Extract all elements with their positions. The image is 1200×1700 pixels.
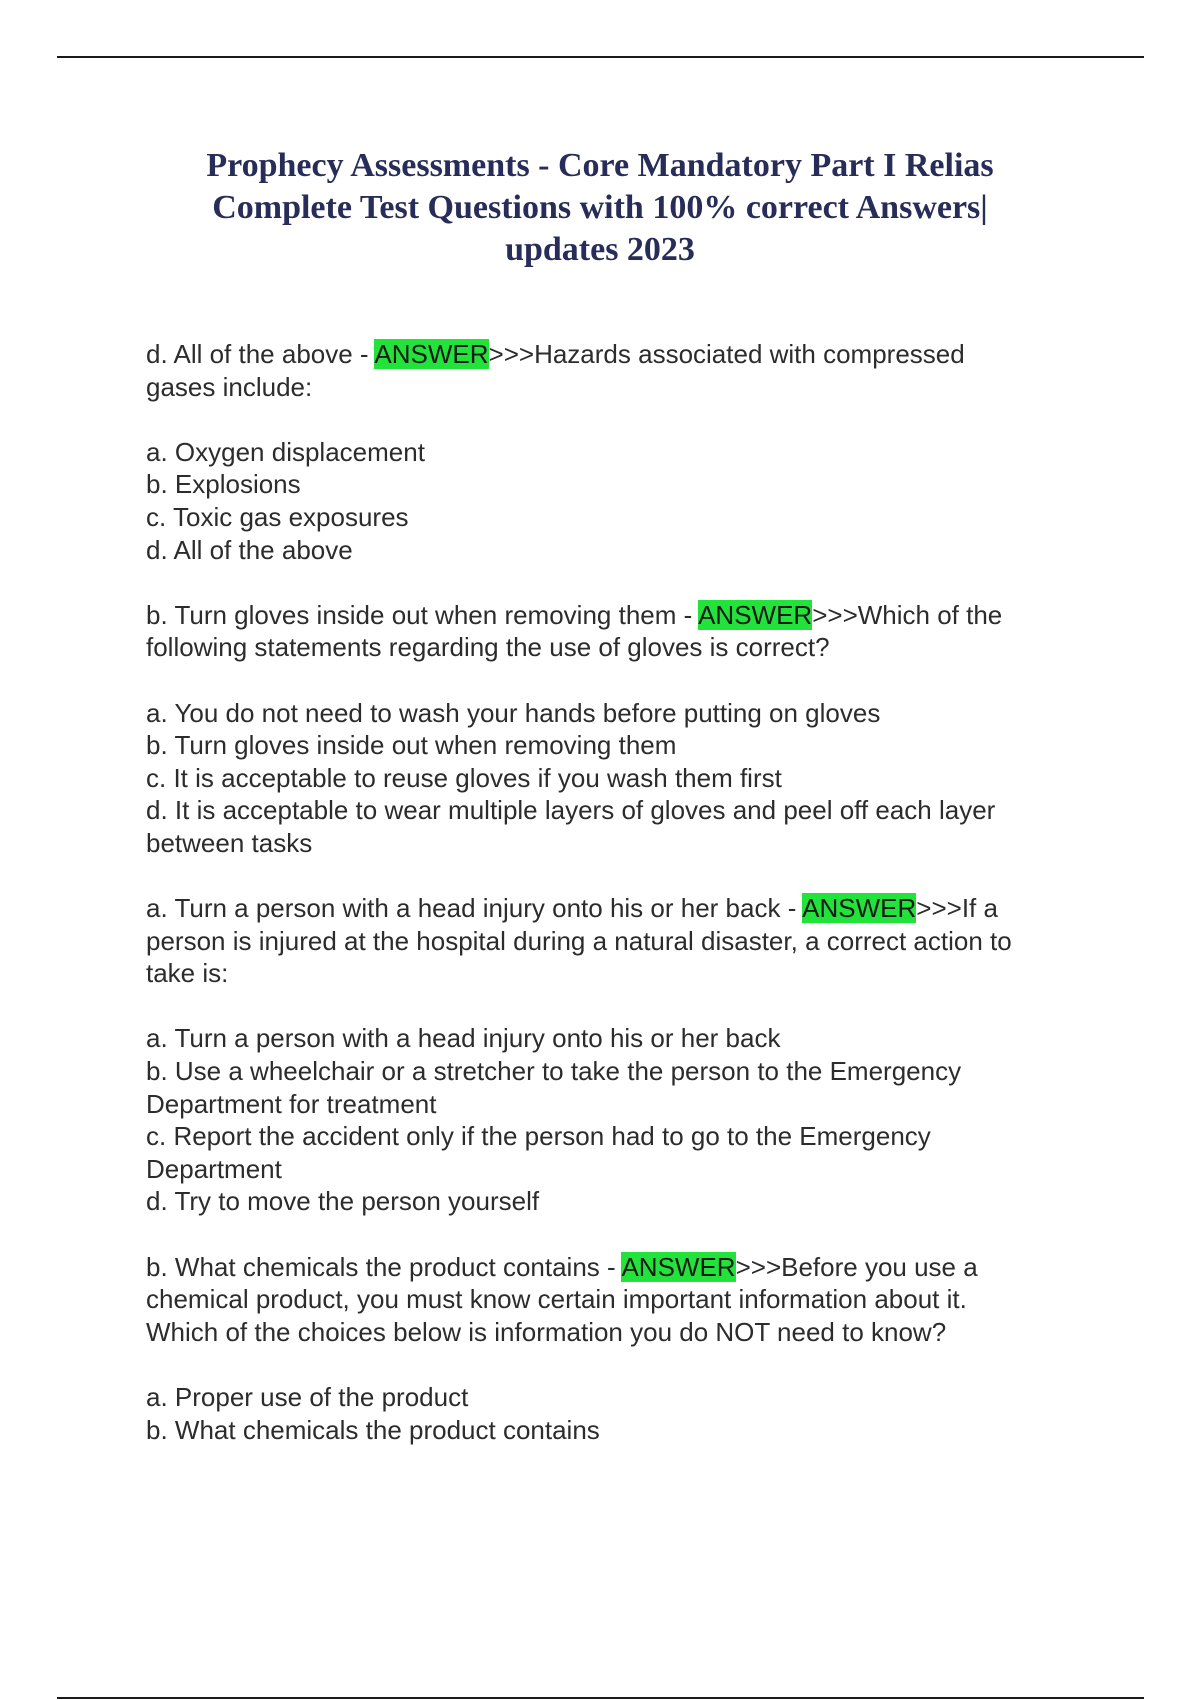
answer-text: b. Turn gloves inside out when removing them -: [146, 599, 699, 630]
option-item: a. Proper use of the product: [146, 1382, 469, 1412]
answer-highlight: ANSWER: [621, 1251, 736, 1282]
option-item: b. Explosions: [146, 469, 301, 500]
answer-highlight: ANSWER: [802, 893, 917, 924]
document-body: [146, 338, 1096, 1479]
options-list: [146, 697, 1096, 860]
document-title: [150, 145, 1050, 271]
question-text: >>>Before you use a: [735, 1251, 978, 1282]
option-item: b. Use a wheelchair or a stretcher to take the person to the Emergency: [146, 1056, 962, 1087]
answer-text: b. What chemicals the product contains -: [146, 1251, 622, 1282]
option-item: c. Report the accident only if the person had to go to the Emergency: [146, 1121, 931, 1152]
option-item: d. Try to move the person yourself: [146, 1186, 540, 1217]
question-line: take is:: [146, 958, 229, 989]
option-item: c. It is acceptable to reuse gloves if you wash them first: [146, 762, 782, 793]
options-list: [146, 436, 1096, 566]
title-line: Prophecy Assessments - Core Mandatory Part I Relias: [206, 147, 994, 184]
answer-text: a. Turn a person with a head injury onto his or her back -: [146, 893, 803, 924]
question-block: [146, 1251, 1096, 1349]
question-line: person is injured at the hospital during a natural disaster, a correct action to: [146, 925, 1012, 956]
question-block: [146, 892, 1096, 990]
option-item: d. It is acceptable to wear multiple layers of gloves and peel off each layer: [146, 795, 996, 826]
question-line: Which of the choices below is information you do NOT need to know?: [146, 1316, 947, 1347]
option-item: Department: [146, 1153, 282, 1184]
answer-highlight: ANSWER: [374, 339, 489, 369]
option-item: d. All of the above: [146, 534, 353, 565]
option-item: a. Oxygen displacement: [146, 436, 425, 467]
question-line: [146, 892, 1096, 925]
options-list: [146, 1381, 1096, 1446]
option-item: between tasks: [146, 827, 313, 858]
question-block: [146, 599, 1096, 664]
option-item: a. You do not need to wash your hands before putting on gloves: [146, 697, 881, 728]
options-list: [146, 1022, 1096, 1218]
option-item: b. What chemicals the product contains: [146, 1414, 600, 1445]
option-item: b. Turn gloves inside out when removing them: [146, 730, 677, 761]
question-text: >>>Which of the: [812, 599, 1003, 630]
question-line: [146, 599, 1096, 632]
option-item: Department for treatment: [146, 1088, 437, 1119]
header-rule: [57, 56, 1144, 58]
question-line: [146, 1251, 1096, 1284]
title-line: updates 2023: [505, 231, 695, 268]
question-line: gases include:: [146, 371, 313, 402]
question-line: chemical product, you must know certain important information about it.: [146, 1284, 967, 1315]
option-item: c. Toxic gas exposures: [146, 501, 409, 532]
footer-rule: [57, 1697, 1144, 1699]
question-text: >>>Hazards associated with compressed: [488, 339, 965, 369]
question-block: [146, 338, 1096, 403]
title-line: Complete Test Questions with 100% correct Answers|: [212, 189, 988, 226]
option-item: a. Turn a person with a head injury onto his or her back: [146, 1023, 781, 1054]
answer-text: d. All of the above -: [146, 339, 375, 369]
question-text: >>>If a: [916, 893, 998, 924]
question-line: [146, 338, 1096, 371]
question-line: following statements regarding the use of gloves is correct?: [146, 632, 830, 663]
answer-highlight: ANSWER: [698, 599, 813, 630]
